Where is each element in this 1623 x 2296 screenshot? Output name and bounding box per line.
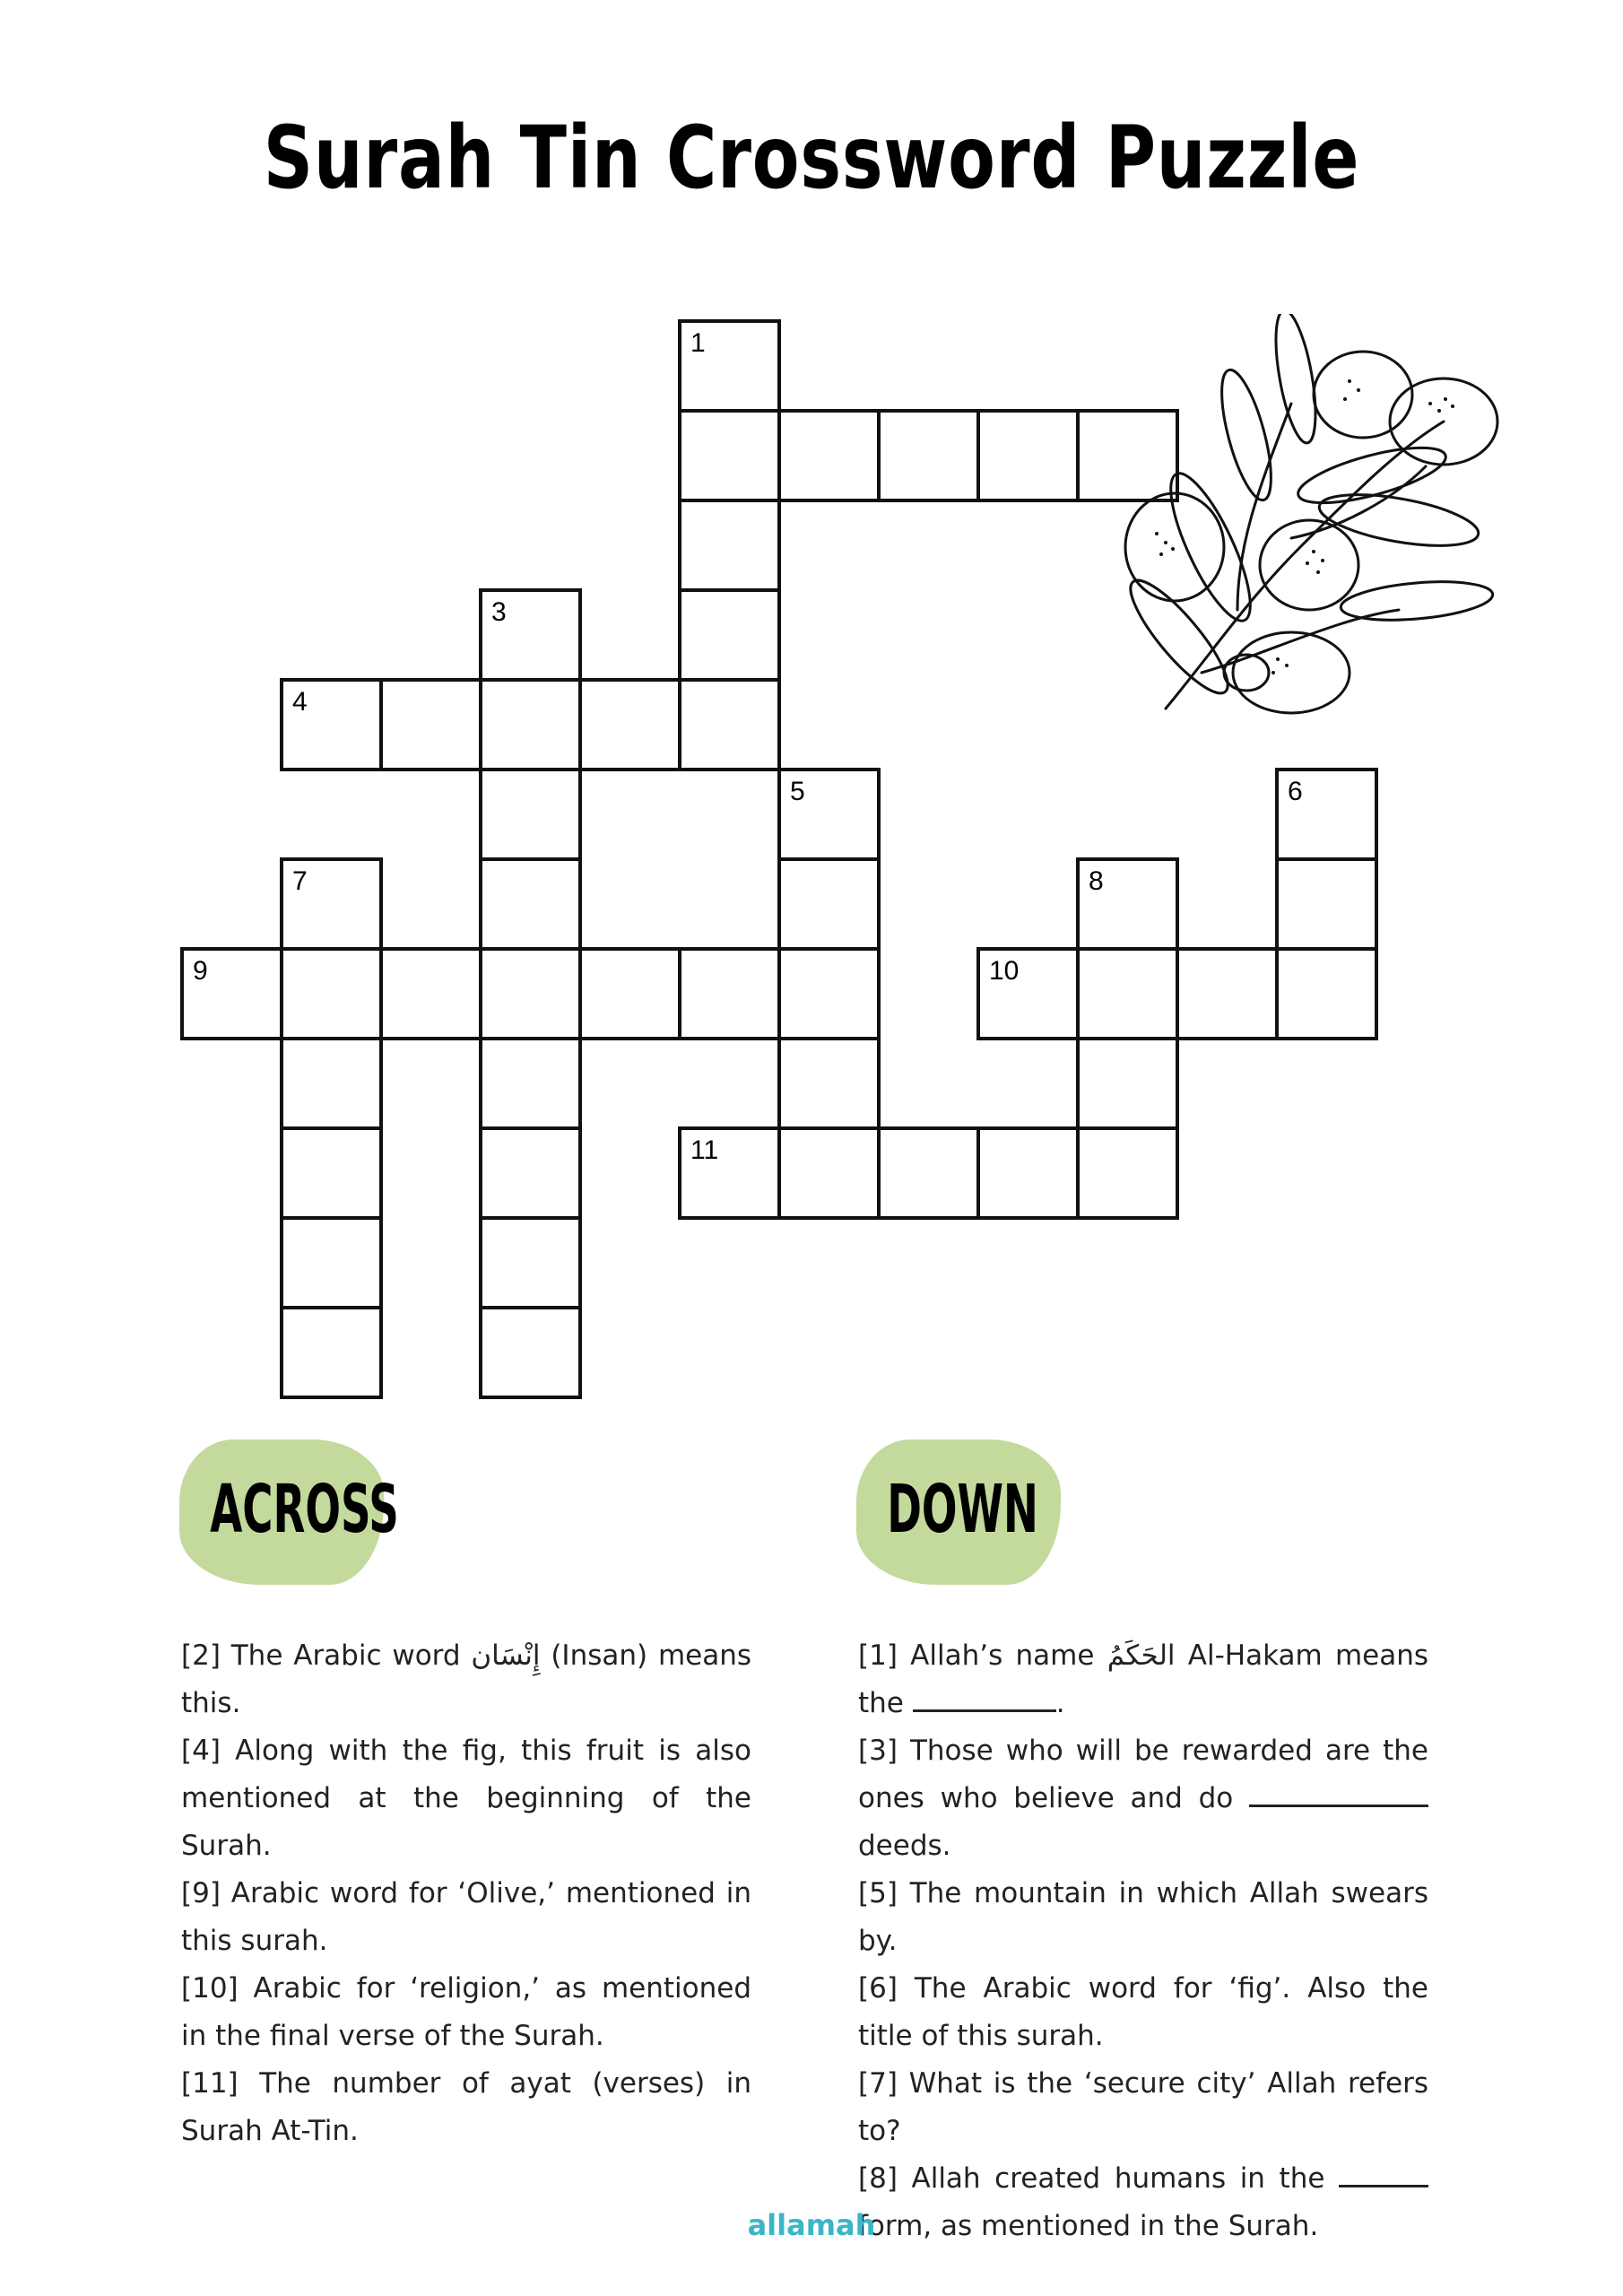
answer-blank: [1339, 2158, 1428, 2187]
crossword-cell[interactable]: [678, 947, 781, 1040]
crossword-cell[interactable]: [379, 678, 482, 771]
across-clue-4: [4] Along with the fig, this fruit is also mentioned at the beginning of the Surah.: [181, 1735, 751, 1862]
clue-number: 9: [193, 956, 208, 986]
down-clue-7: [7] What is the ‘secure city’ Allah refers to?: [858, 2067, 1428, 2147]
clue-number: 3: [491, 597, 507, 627]
crossword-cell[interactable]: [678, 678, 781, 771]
down-clue-1: [1] Allah’s name الحَكَمُ Al-Hakam means the .: [858, 1639, 1429, 1719]
clue-number: 6: [1288, 777, 1303, 806]
clue-number: 11: [690, 1135, 719, 1165]
down-clue-3: [3] Those who will be rewarded are the ones who believe and do deeds.: [858, 1735, 1428, 1862]
crossword-cell[interactable]: [777, 1126, 881, 1220]
across-clue-11: [11] The number of ayat (verses) in Surah At-Tin.: [181, 2067, 751, 2147]
crossword-cell[interactable]: [976, 409, 1080, 502]
crossword-cell[interactable]: [280, 947, 383, 1040]
crossword-cell[interactable]: [678, 499, 781, 592]
crossword-cell[interactable]: [777, 768, 881, 861]
crossword-cell[interactable]: [280, 678, 383, 771]
down-clue-6: [6] The Arabic word for ‘fig’. Also the title of this surah.: [858, 1972, 1428, 2052]
across-clue-10: [10] Arabic for ‘religion,’ as mentioned in the final verse of the Surah.: [181, 1972, 751, 2052]
crossword-cell[interactable]: [1076, 1037, 1179, 1130]
clue-number: 10: [989, 956, 1020, 986]
clue-number: 8: [1089, 866, 1104, 896]
crossword-cell[interactable]: [280, 857, 383, 951]
answer-blank: [913, 1683, 1056, 1712]
crossword-cell[interactable]: [479, 947, 582, 1040]
crossword-cell[interactable]: [479, 768, 582, 861]
crossword-cell[interactable]: [180, 947, 283, 1040]
crossword-cell[interactable]: [877, 409, 980, 502]
crossword-cell[interactable]: [777, 947, 881, 1040]
arabic-word-al-hakam: الحَكَمُ: [1107, 1639, 1176, 1672]
arabic-word-insan: إِنْسَان: [471, 1639, 541, 1672]
page-title: Surah Tin Crossword Puzzle: [263, 108, 1360, 208]
crossword-cell[interactable]: [678, 1126, 781, 1220]
crossword-cell[interactable]: [280, 1216, 383, 1309]
crossword-cell[interactable]: [280, 1037, 383, 1130]
crossword-cell[interactable]: [1275, 947, 1378, 1040]
crossword-cell[interactable]: [678, 319, 781, 413]
clue-number: 1: [690, 328, 706, 358]
crossword-cell[interactable]: [777, 857, 881, 951]
crossword-cell[interactable]: [578, 947, 681, 1040]
crossword-cell[interactable]: [479, 1037, 582, 1130]
across-heading: ACROSS: [210, 1471, 399, 1548]
crossword-cell[interactable]: [678, 409, 781, 502]
crossword-cell[interactable]: [479, 857, 582, 951]
down-clues: [858, 1632, 1428, 2250]
crossword-cell[interactable]: [678, 588, 781, 682]
crossword-cell[interactable]: [976, 1126, 1080, 1220]
across-clue-9: [9] Arabic word for ‘Olive,’ mentioned in this surah.: [181, 1877, 751, 1957]
crossword-cell[interactable]: [1076, 857, 1179, 951]
crossword-cell[interactable]: [280, 1306, 383, 1399]
crossword-cell[interactable]: [479, 1306, 582, 1399]
across-clues: [181, 1632, 751, 2155]
crossword-cell[interactable]: [1275, 768, 1378, 861]
crossword-cell[interactable]: [976, 947, 1080, 1040]
crossword-cell[interactable]: [280, 1126, 383, 1220]
crossword-cell[interactable]: [1076, 947, 1179, 1040]
answer-blank: [1249, 1778, 1428, 1807]
clue-number: 4: [292, 687, 308, 717]
olive-branch-illustration: [1103, 314, 1515, 744]
crossword-cell[interactable]: [379, 947, 482, 1040]
crossword-cell[interactable]: [479, 1126, 582, 1220]
crossword-cell[interactable]: [777, 409, 881, 502]
crossword-cell[interactable]: [479, 678, 582, 771]
crossword-cell[interactable]: [877, 1126, 980, 1220]
crossword-cell[interactable]: [1275, 857, 1378, 951]
crossword-cell[interactable]: [578, 678, 681, 771]
crossword-cell[interactable]: [1076, 1126, 1179, 1220]
clue-number: 5: [790, 777, 805, 806]
down-clue-5: [5] The mountain in which Allah swears by.: [858, 1877, 1428, 1957]
clue-number: 7: [292, 866, 308, 896]
crossword-cell[interactable]: [777, 1037, 881, 1130]
down-heading: DOWN: [887, 1471, 1038, 1548]
crossword-cell[interactable]: [479, 1216, 582, 1309]
crossword-cell[interactable]: [479, 588, 582, 682]
brand-logo: allamah: [747, 2208, 876, 2242]
down-clue-8: [8] Allah created humans in the form, as mentioned in the Surah.: [858, 2155, 1428, 2250]
crossword-cell[interactable]: [1176, 947, 1279, 1040]
across-clue-2: [2] The Arabic word إِنْسَان (Insan) means this.: [181, 1639, 752, 1719]
